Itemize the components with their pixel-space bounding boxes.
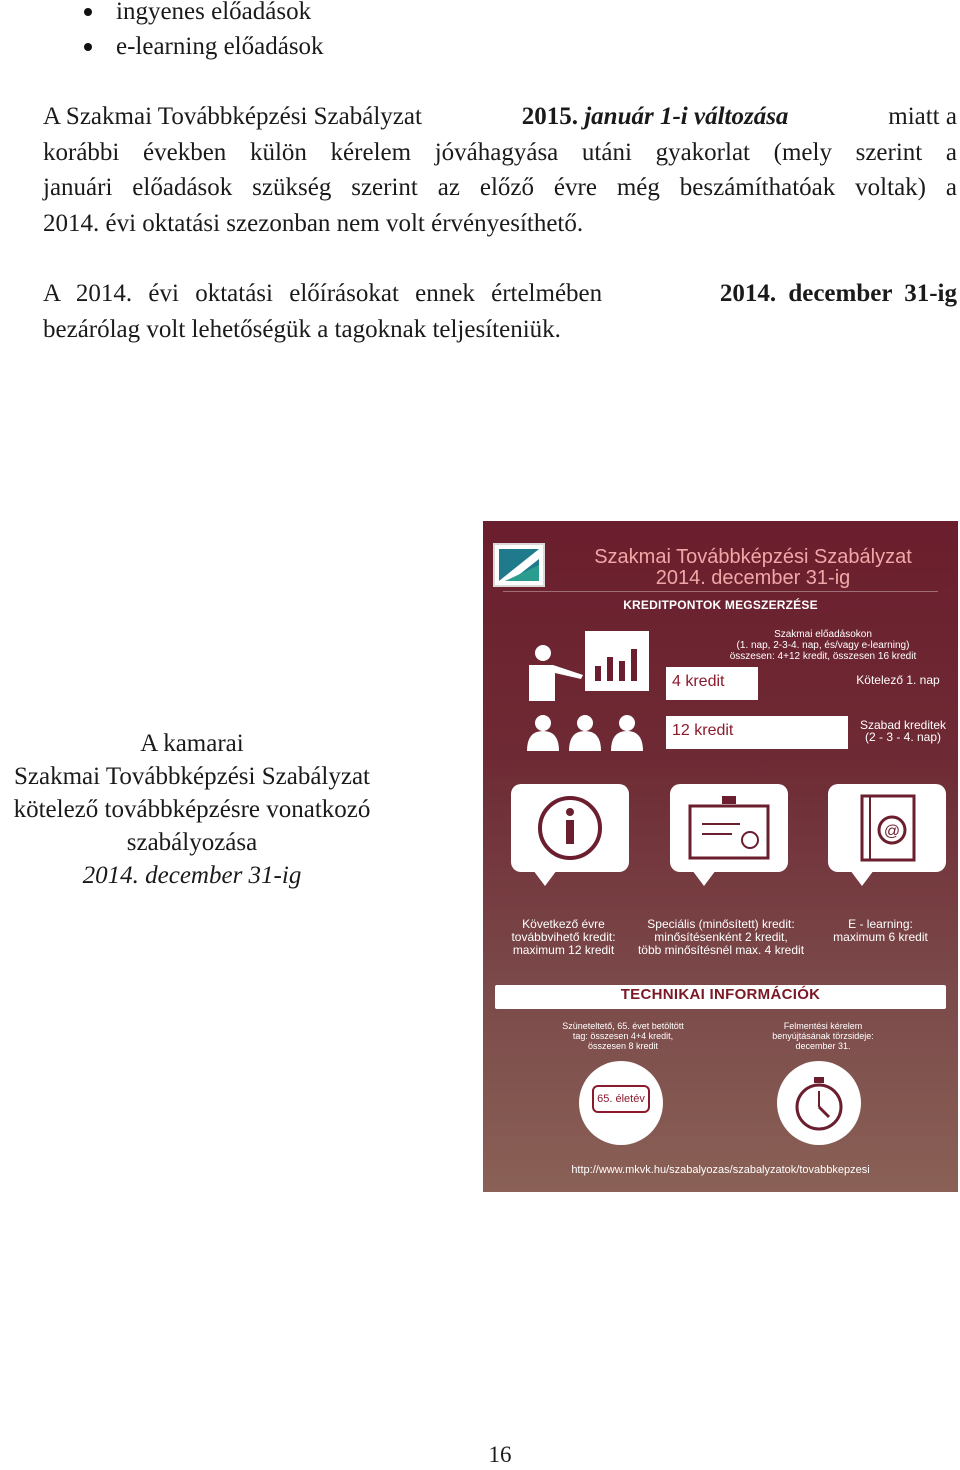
caption-line: kötelező továbbképzésre vonatkozó: [13, 796, 371, 823]
page-number: 16: [488, 1442, 512, 1467]
box1-label: Kötelező 1. nap: [856, 673, 940, 687]
note-line: Felmentési kérelem: [783, 1021, 863, 1031]
title-line: 2014. december 31-ig: [655, 567, 851, 589]
note-line: tag: összesen 4+4 kredit,: [572, 1031, 674, 1041]
stopwatch-circle: [777, 1061, 861, 1145]
svg-text:@: @: [883, 823, 901, 840]
exemption-note: [748, 1021, 898, 1051]
tech-heading: TECHNIKAI INFORMÁCIÓK: [620, 986, 821, 1003]
p1-italic: január 1-i változása: [584, 103, 789, 130]
paragraph-1-line-4: 2014. évi oktatási szezonban nem volt érvényesíthető.: [43, 209, 584, 237]
note-line: (1. nap, 2-3-4. nap, és/vagy e-learning): [736, 640, 910, 651]
note-line: maximum 6 kredit: [833, 930, 928, 944]
source-url: http://www.mkvk.hu/szabalyozas/szabalyzatok/tovabbkepzesi: [571, 1164, 870, 1176]
credit-box-4: 4 kredit: [666, 667, 758, 700]
age-badge-circle: [579, 1061, 663, 1145]
box2-label: [848, 719, 958, 743]
note-line: összesen 8 kredit: [587, 1041, 659, 1051]
paragraph-2-line-2: bezárólag volt lehetőségük a tagoknak teljesíteniük.: [43, 315, 561, 343]
p2-bold: 2014. december 31-ig: [719, 280, 957, 307]
infographic-title: [563, 547, 943, 589]
p1-date-bold: 2015.: [521, 103, 578, 130]
email-book-icon: [828, 784, 946, 872]
bullet-dot-icon: [84, 8, 92, 16]
paragraph-1: [43, 99, 957, 241]
info-icon: [511, 784, 629, 872]
elearning-bubble: [828, 784, 946, 872]
note-line: benyújtásának törzsideje:: [772, 1031, 874, 1041]
note-line: Szüneteltető, 65. évet betöltött: [562, 1021, 684, 1031]
p1-date: [522, 99, 789, 135]
note-line: továbbvihető kredit:: [511, 930, 616, 944]
lecture-note: [698, 629, 948, 662]
carry-over-note: [501, 918, 626, 957]
bullet-text: e-learning előadások: [116, 33, 324, 60]
title-line: Szakmai Továbbképzési Szabályzat: [594, 546, 912, 568]
info-bubble: [511, 784, 629, 872]
paragraph-2-line-1: [43, 276, 957, 312]
divider: [503, 591, 938, 592]
paragraph-1-line-2: korábbi években külön kérelem jóváhagyása utáni gyakorlat (mely szerint a: [43, 138, 957, 166]
label-line: Szabad kreditek: [859, 718, 947, 732]
figure-caption: [0, 727, 384, 892]
stopwatch-icon: [777, 1061, 861, 1145]
elearning-note: [823, 918, 938, 944]
bullet-item: [80, 0, 324, 29]
note-line: összesen: 4+12 kredit, összesen 16 kredit: [729, 651, 917, 662]
section-heading: KREDITPONTOK MEGSZERZÉSE: [623, 598, 818, 612]
p1-lead: A Szakmai Továbbképzési Szabályzat: [43, 103, 422, 130]
note-line: december 31.: [795, 1041, 851, 1051]
presenter-icon: [523, 631, 653, 751]
caption-date: 2014. december 31-ig: [82, 862, 302, 889]
note-line: minősítésenként 2 kredit,: [654, 930, 788, 944]
age-badge: 65. életév: [592, 1085, 650, 1113]
caption-line: Szakmai Továbbképzési Szabályzat: [14, 763, 370, 790]
p1-rest: miatt a: [888, 103, 957, 130]
p2-lead: A 2014. évi oktatási előírásokat ennek értelmében: [43, 280, 603, 307]
certificate-icon: [670, 784, 788, 872]
note-line: E - learning:: [848, 917, 913, 931]
label-line: (2 - 3 - 4. nap): [864, 730, 942, 744]
bullet-list: [80, 0, 324, 64]
note-line: Következő évre: [522, 917, 605, 931]
bullet-item: [80, 29, 324, 64]
paragraph-2: [43, 276, 957, 347]
credit-box-12: 12 kredit: [666, 716, 848, 749]
note-line: több minősítésnél max. 4 kredit: [637, 943, 805, 957]
suspended-member-note: [543, 1021, 703, 1051]
paragraph-1-line-3: januári előadások szükség szerint az előző évre még beszámíthatóak voltak) a: [43, 174, 957, 201]
bullet-dot-icon: [84, 43, 92, 51]
paragraph-1-line-1: [43, 99, 957, 135]
note-line: maximum 12 kredit: [512, 943, 615, 957]
special-credit-note: [631, 918, 811, 957]
infographic: [483, 521, 958, 1192]
caption-line: szabályozása: [126, 829, 258, 856]
bullet-text: ingyenes előadások: [116, 0, 312, 25]
caption-line: A kamarai: [140, 730, 244, 757]
chamber-logo-icon: [493, 543, 545, 587]
note-line: Speciális (minősített) kredit:: [647, 917, 795, 931]
note-line: Szakmai előadásokon: [774, 629, 872, 640]
certificate-bubble: [670, 784, 788, 872]
